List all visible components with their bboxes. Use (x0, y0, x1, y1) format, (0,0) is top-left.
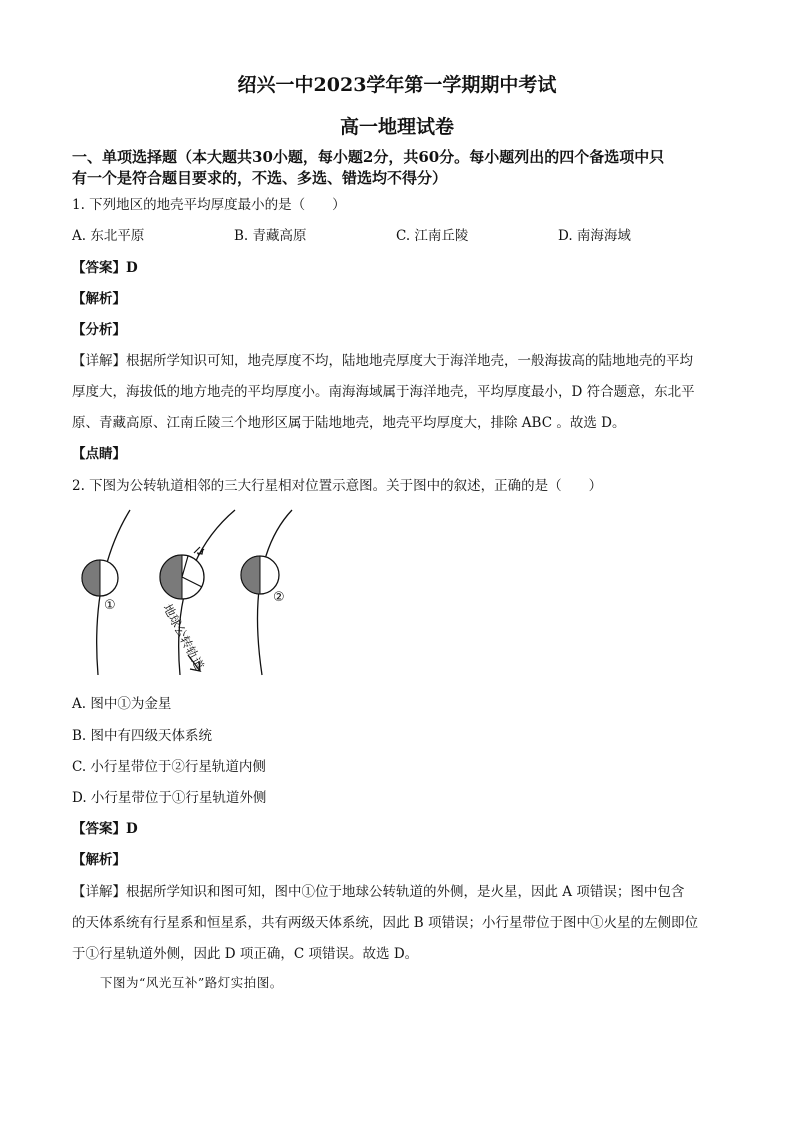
q1-option-d: D. 南海海域 (558, 228, 631, 244)
q1-stem: 1. 下列地区的地壳平均厚度最小的是（ ） (72, 197, 346, 213)
next-caption: 下图为“风光互补”路灯实拍图。 (100, 975, 283, 990)
q2-detail-line2: 的天体系统有行星系和恒星系，共有两级天体系统，因此 B 项错误；小行星带位于图中①火星的左侧即位 (72, 915, 699, 931)
q2-stem: 2. 下图为公转轨道相邻的三大行星相对位置示意图。关于图中的叙述，正确的是（ ） (72, 478, 603, 494)
section-heading-line1: 一、单项选择题（本大题共30小题，每小题2分，共60分。每小题列出的四个备选项中只 (72, 148, 665, 166)
q1-dianjing-label: 【点睛】 (72, 446, 126, 462)
q1-option-c: C. 江南丘陵 (396, 228, 469, 244)
q1-option-b: B. 青藏高原 (234, 228, 307, 244)
q1-analysis-label: 【解析】 (72, 291, 126, 307)
q1-fenxi-label: 【分析】 (72, 322, 126, 338)
q1-answer: 【答案】D (72, 260, 138, 276)
q2-answer: 【答案】D (72, 821, 138, 837)
figure-label-2: ② (273, 590, 285, 605)
q2-option-a: A. 图中①为金星 (72, 696, 172, 712)
q2-detail-line3: 于①行星轨道外侧，因此 D 项正确，C 项错误。故选 D。 (72, 946, 419, 962)
planet-earth (160, 555, 204, 599)
planet-left (82, 560, 118, 596)
exam-subtitle: 高一地理试卷 (339, 116, 454, 138)
q2-option-d: D. 小行星带位于①行星轨道外侧 (72, 790, 267, 806)
q2-option-c: C. 小行星带位于②行星轨道内侧 (72, 759, 266, 775)
q1-detail-line3: 原、青藏高原、江南丘陵三个地形区属于陆地地壳，地壳平均厚度大，排除 ABC 。故选 D。 (72, 415, 626, 431)
q2-detail-line1: 【详解】根据所学知识和图可知，图中①位于地球公转轨道的外侧，是火星，因此 A 项错误；图中包含 (72, 884, 685, 900)
figure-label-1: ① (104, 598, 116, 613)
q2-option-b: B. 图中有四级天体系统 (72, 728, 213, 744)
q1-detail-line1: 【详解】根据所学知识可知，地壳厚度不均，陆地地壳厚度大于海洋地壳，一般海拔高的陆地地壳的平均 (72, 353, 693, 369)
planet-right (241, 556, 279, 594)
earth-orbit-label: 地球公转轨道 (160, 601, 207, 672)
exam-title: 绍兴一中2023学年第一学期期中考试 (237, 74, 557, 96)
section-heading-line2: 有一个是符合题目要求的，不选、多选、错选均不得分） (72, 169, 448, 187)
planet-orbit-figure (70, 505, 310, 680)
q1-option-a: A. 东北平原 (72, 228, 145, 244)
q1-detail-line2: 厚度大，海拔低的地方地壳的平均厚度小。南海海域属于海洋地壳，平均厚度最小，D 符合题意，东北平 (72, 384, 695, 400)
q2-analysis-label: 【解析】 (72, 852, 126, 868)
